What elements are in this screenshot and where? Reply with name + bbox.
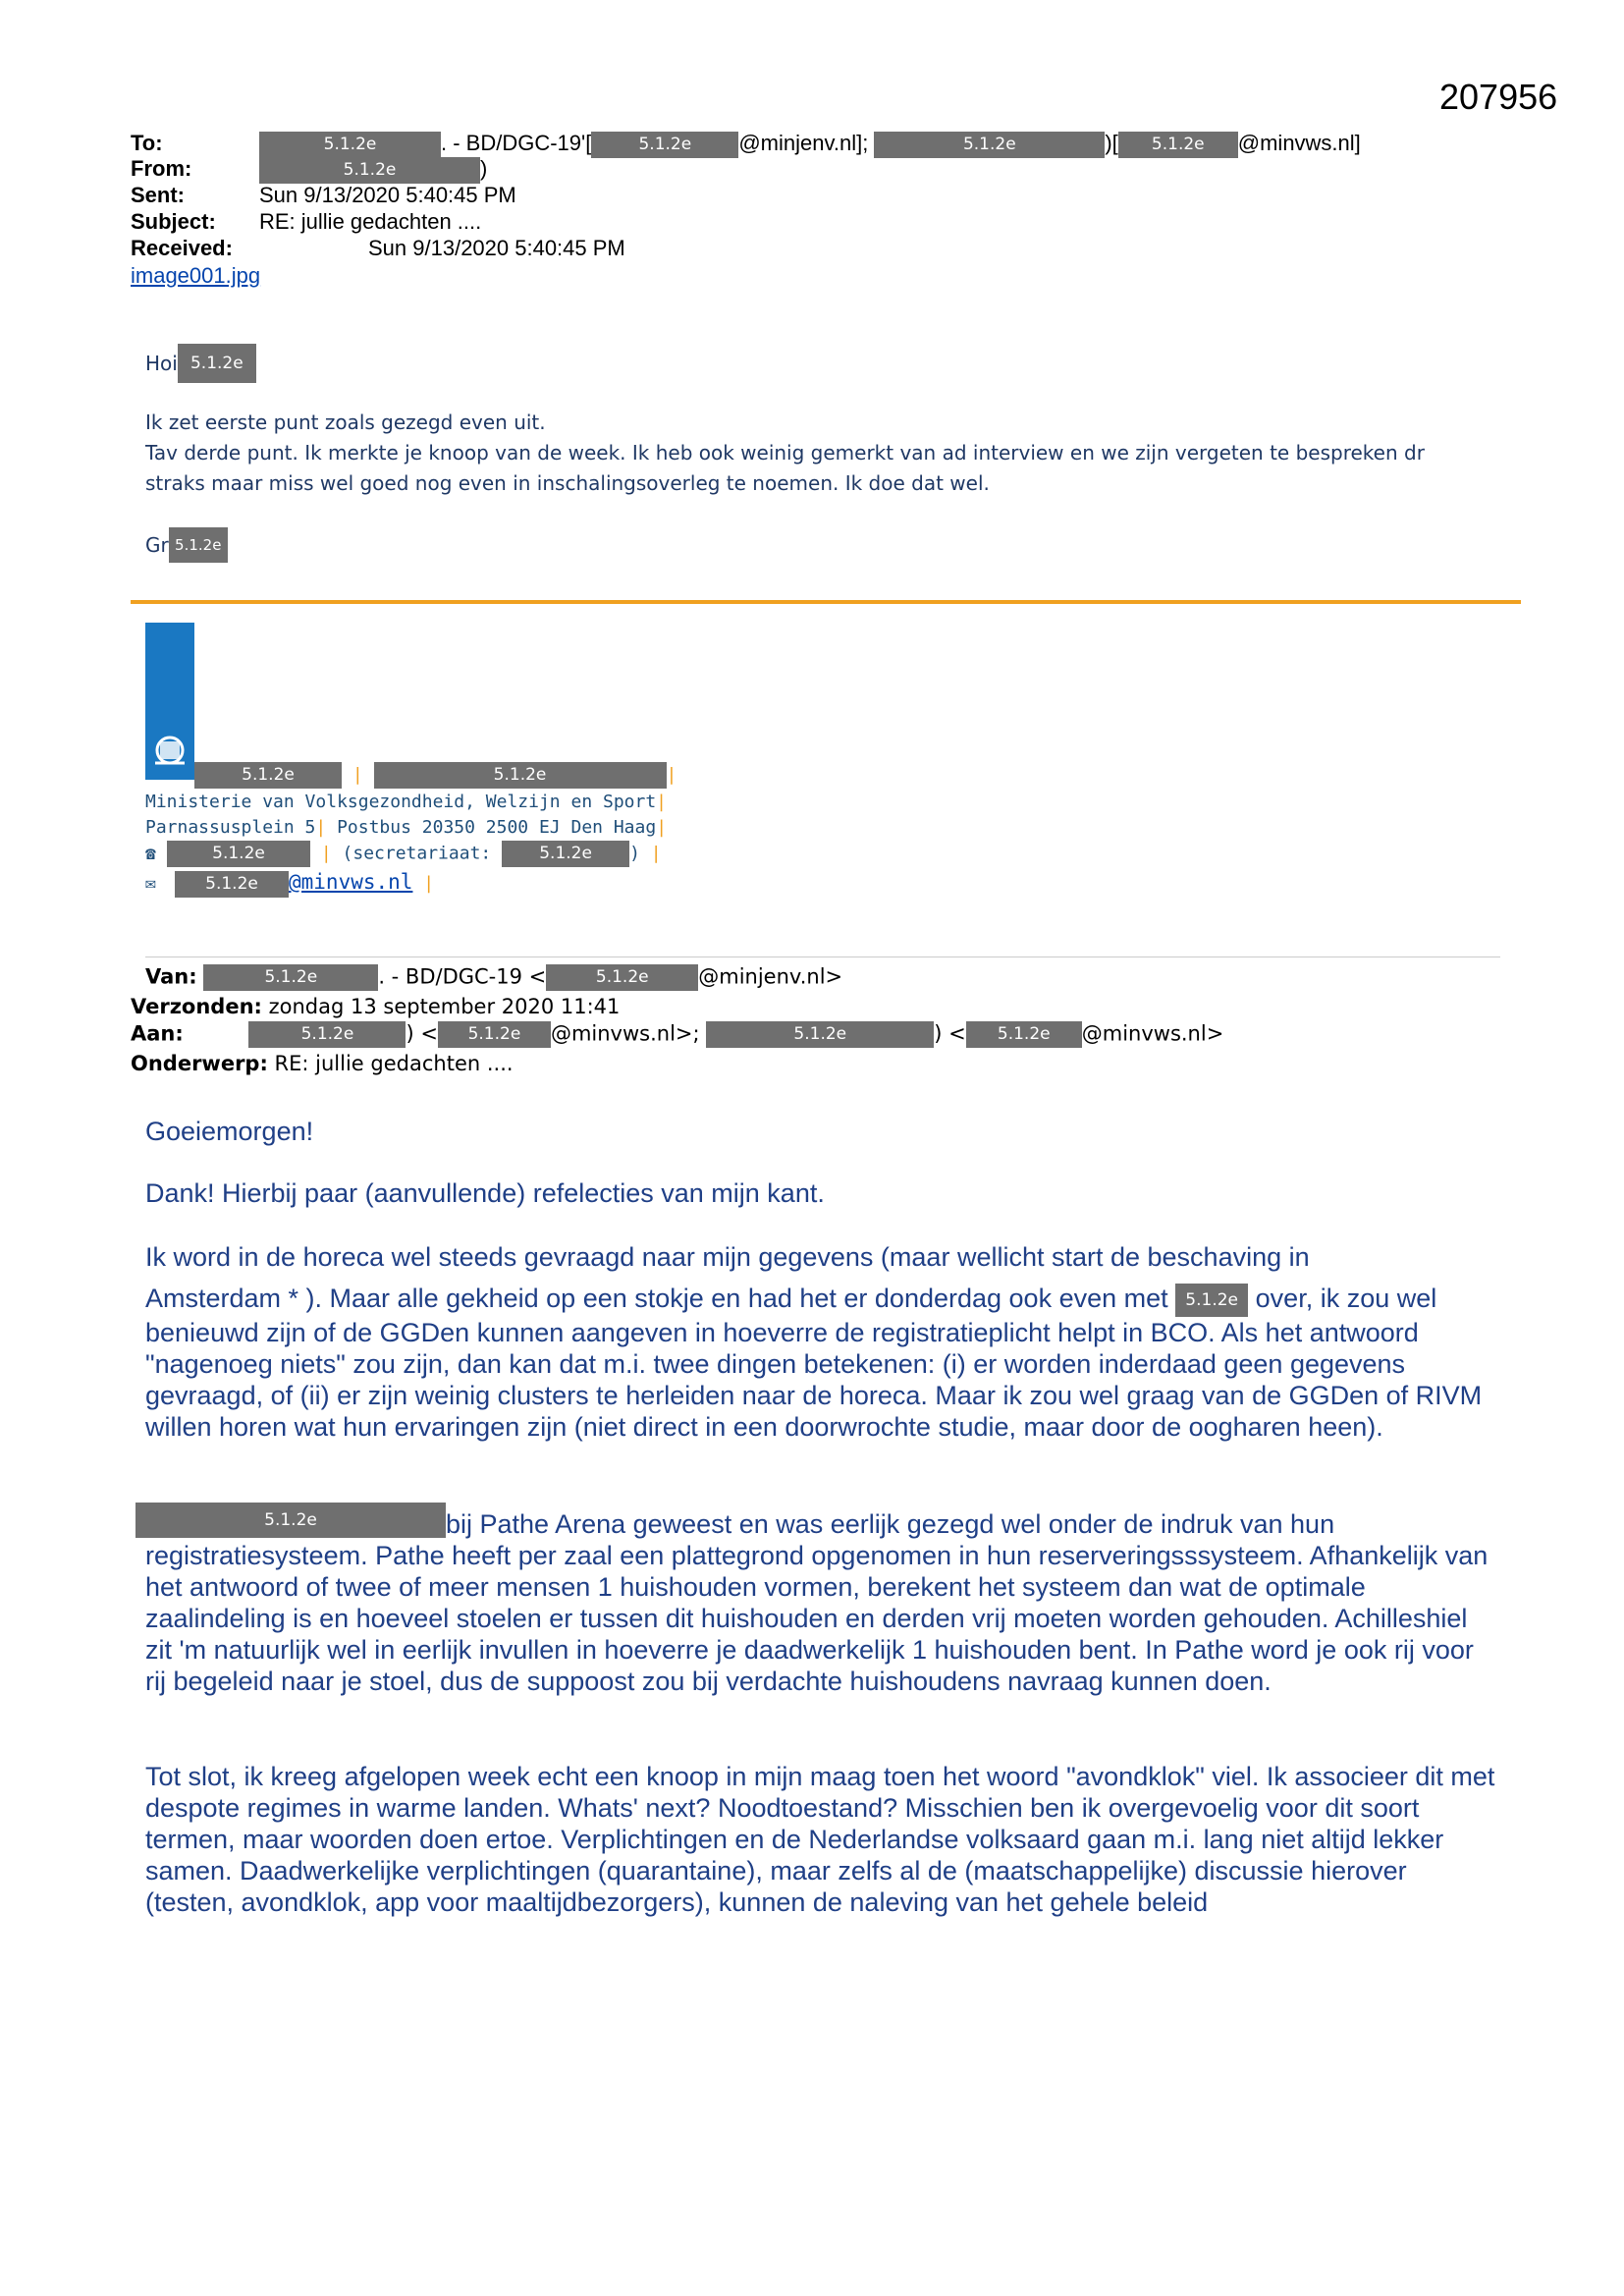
- paragraph-2-text: bij Pathe Arena geweest en was eerlijk gezegd wel onder de indruk van hun: [446, 1509, 1335, 1539]
- redaction-block: 5.1.2e: [135, 1503, 446, 1538]
- redaction-block: 5.1.2e: [874, 132, 1105, 158]
- header-subject-row: [131, 209, 481, 235]
- header-to-text: )[: [1105, 131, 1118, 155]
- body-greeting: Goeiemorgen!: [145, 1117, 314, 1146]
- forwarded-onderwerp-row: [131, 1052, 514, 1075]
- redaction-block: 5.1.2e: [591, 132, 738, 158]
- redaction-block: 5.1.2e: [248, 1021, 406, 1048]
- signature-ministry: [145, 792, 667, 812]
- signature-email-row: [145, 870, 434, 898]
- onderwerp-value: RE: jullie gedachten ....: [267, 1052, 514, 1075]
- aan-label: Aan:: [131, 1021, 184, 1046]
- separator: |: [656, 817, 668, 838]
- paragraph-1-text: Amsterdam * ). Maar alle gekheid op een stokje en had het er donderdag ook even met: [145, 1284, 1168, 1313]
- separator: |: [315, 817, 327, 838]
- aan-text: ) <: [406, 1021, 438, 1046]
- address-street: Parnassusplein 5: [145, 817, 316, 838]
- reply-line-1: Ik zet eerste punt zoals gezegd even uit.: [145, 410, 546, 434]
- header-received-row: [131, 236, 625, 261]
- redaction-block: 5.1.2e: [1118, 132, 1238, 158]
- redaction-block: 5.1.2e: [259, 157, 480, 184]
- header-to-label: To:: [131, 131, 163, 155]
- redaction-block: 5.1.2e: [194, 762, 342, 789]
- header-subject-label: Subject:: [131, 209, 216, 234]
- header-attachment-row: [131, 263, 260, 289]
- redaction-block: 5.1.2e: [259, 132, 441, 158]
- redaction-block: 5.1.2e: [167, 841, 310, 867]
- header-subject-value: RE: jullie gedachten ....: [259, 209, 482, 234]
- redaction-block: 5.1.2e: [502, 841, 629, 867]
- header-to-row: [131, 131, 1361, 158]
- paragraph-1-line-a: Ik word in de horeca wel steeds gevraagd naar mijn gegevens (maar wellicht start de beschaving in: [145, 1242, 1310, 1272]
- header-to-domain: @minjenv.nl];: [738, 131, 869, 155]
- paragraph-1-line-d: benieuwd zijn of de GGDen kunnen aangeven in hoeverre de registratieplicht helpt in BCO. Als het antwoord "nagenoeg niets" zou zijn, dan kan dat m.i. twee dingen betekenen: (i) er worden inderdaad geen gegevens gevraagd, of (ii) er zijn weinig clusters te herleiden naar de horeca. Maar ik zou wel graag van de GGDen of RIVM willen horen wat hun ervaringen zijn (niet direct in een doorwrochte studie, maar door de oogharen heen).: [145, 1317, 1483, 1442]
- document-number: 207956: [1439, 77, 1558, 117]
- header-from-text: ): [480, 156, 488, 181]
- redaction-block: 5.1.2e: [203, 964, 378, 991]
- reply-greeting-text: Hoi: [145, 352, 178, 375]
- redaction-block: 5.1.2e: [966, 1021, 1082, 1048]
- signature-divider: [131, 600, 1521, 604]
- aan-domain: @minvws.nl>;: [550, 1021, 700, 1046]
- redaction-block: 5.1.2e: [706, 1021, 934, 1048]
- body-paragraph-2: [145, 1508, 1500, 1697]
- phone-icon: ☎: [145, 843, 156, 864]
- header-to-domain: @minvws.nl]: [1237, 131, 1361, 155]
- header-received-value: Sun 9/13/2020 5:40:45 PM: [368, 236, 625, 260]
- header-sent-value: Sun 9/13/2020 5:40:45 PM: [259, 183, 516, 207]
- signature-phone-row: ☎ 5.1.2e | (secretariaat: 5.1.2e ) |: [145, 841, 662, 867]
- body-thanks: Dank! Hierbij paar (aanvullende) refelecties van mijn kant.: [145, 1178, 825, 1208]
- aan-text: ) <: [934, 1021, 966, 1046]
- paragraph-1-line-b: [145, 1283, 1500, 1317]
- address-postbus: Postbus 20350 2500 EJ Den Haag: [326, 817, 657, 838]
- header-to-text: . - BD/DGC-19'[: [441, 131, 592, 155]
- secretariat-label: (secretariaat:: [331, 843, 503, 864]
- separator: |: [650, 843, 662, 864]
- ministry-name: Ministerie van Volksgezondheid, Welzijn en Sport: [145, 792, 657, 812]
- separator: |: [352, 764, 363, 786]
- envelope-icon: ✉: [145, 873, 156, 894]
- attachment-link[interactable]: image001.jpg: [131, 263, 261, 288]
- reply-signoff-text: Gr: [145, 533, 169, 557]
- signature-name-row: [194, 762, 677, 789]
- verzonden-value: zondag 13 september 2020 11:41: [261, 995, 621, 1018]
- separator: |: [423, 873, 435, 894]
- header-from-row: [131, 156, 487, 184]
- redaction-block: 5.1.2e: [175, 871, 289, 898]
- van-label: Van:: [145, 964, 197, 989]
- redaction-block: 5.1.2e: [169, 527, 228, 563]
- paragraph-2-line-b: registratiesysteem. Pathe heeft per zaal een plattegrond opgenomen in hun reserveringsssysteem. Afhankelijk van het antwoord of twee of meer mensen 1 huishouden vormen, berekent het systeem dan wat de optimale zaalindeling is en hoeveel stoelen er tussen dit huishouden en derden vrij moeten worden gehouden. Achilleshiel zit 'm natuurlijk wel in eerlijk invullen in hoeverre je daadwerkelijk 1 huishouden bent. In Pathe word je ook rij voor rij begeleid naar je stoel, dus de suppoost zou bij verdachte huishoudens navraag kunnen doen.: [145, 1541, 1489, 1696]
- body-paragraph-3: Tot slot, ik kreeg afgelopen week echt een knoop in mijn maag toen het woord "avondklok" viel. Ik associeer dit met despote regimes in warme landen. Whats' next? Noodtoestand? Misschien ben ik overgevoelig voor dit soort termen, maar woorden doen ertoe. Verplichtingen en de Nederlandse volksaard gaan m.i. lang niet altijd lekker samen. Daadwerkelijke verplichtingen (quarantaine), maar zelfs al de (maatschappelijke) discussie hierover (testen, avondklok, app voor maaltijdbezorgers), kunnen de naleving van het gehele beleid: [145, 1762, 1495, 1917]
- paragraph-1-text: over, ik zou wel: [1255, 1284, 1437, 1313]
- reply-line-2: Tav derde punt. Ik merkte je knoop van de week. Ik heb ook weinig gemerkt van ad interview en we zijn vergeten te bespreken dr: [145, 441, 1425, 465]
- forwarded-verzonden-row: [131, 995, 620, 1018]
- redaction-block: 5.1.2e: [546, 964, 698, 991]
- signature-address: [145, 817, 667, 838]
- aan-domain: @minvws.nl>: [1081, 1021, 1224, 1046]
- body-paragraph-1: [145, 1241, 1500, 1443]
- separator: |: [656, 792, 668, 812]
- separator: |: [320, 843, 332, 864]
- header-received-label: Received:: [131, 236, 233, 260]
- redaction-block: 5.1.2e: [178, 344, 256, 383]
- van-text: . - BD/DGC-19 <: [378, 964, 547, 989]
- van-domain: @minjenv.nl>: [698, 964, 843, 989]
- header-sent-label: Sent:: [131, 183, 185, 207]
- reply-line-3: straks maar miss wel goed nog even in inschalingsoverleg te noemen. Ik doe dat wel.: [145, 471, 990, 495]
- redaction-block: 5.1.2e: [438, 1021, 551, 1048]
- paragraph-2-line-a: [145, 1508, 1500, 1540]
- government-logo: [145, 623, 194, 780]
- redaction-block: 5.1.2e: [374, 762, 667, 789]
- forwarded-aan-row: [131, 1021, 1223, 1048]
- separator: |: [666, 764, 677, 786]
- header-from-label: From:: [131, 156, 192, 181]
- signature-email-link[interactable]: @minvws.nl: [289, 870, 413, 894]
- forwarded-van-row: [145, 964, 842, 991]
- header-sent-row: [131, 183, 516, 208]
- redaction-block: 5.1.2e: [1175, 1284, 1248, 1317]
- reply-greeting: [145, 344, 256, 383]
- crest-icon: [145, 726, 194, 775]
- verzonden-label: Verzonden:: [131, 995, 262, 1018]
- reply-signoff: [145, 527, 228, 563]
- onderwerp-label: Onderwerp:: [131, 1052, 268, 1075]
